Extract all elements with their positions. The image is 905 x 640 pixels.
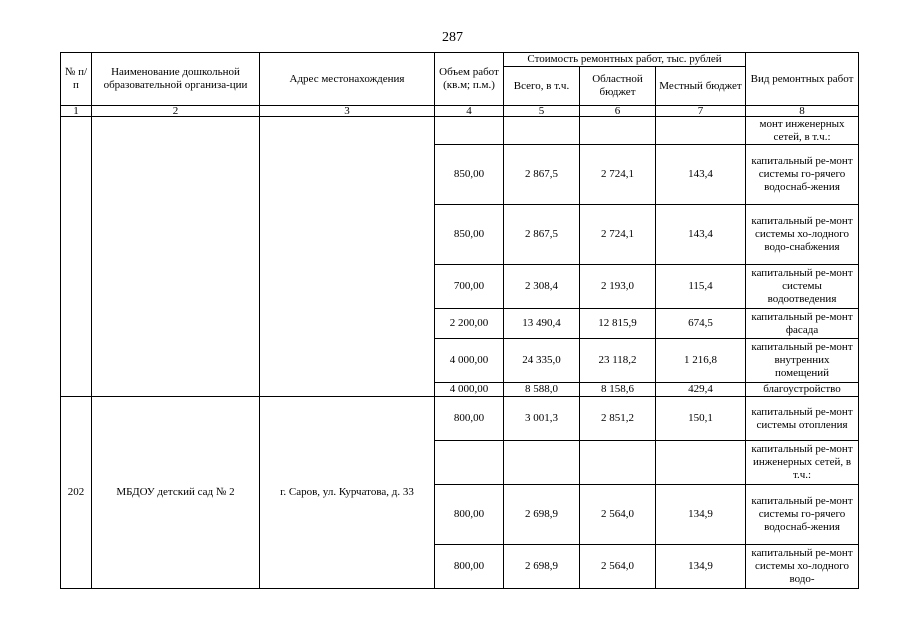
column-number: 5 xyxy=(504,106,580,117)
regional-cell: 2 564,0 xyxy=(580,545,656,589)
regional-cell xyxy=(580,441,656,485)
total-cell xyxy=(504,117,580,145)
regional-cell: 2 193,0 xyxy=(580,265,656,309)
volume-cell xyxy=(435,117,504,145)
local-cell: 674,5 xyxy=(656,309,746,339)
regional-cell: 8 158,6 xyxy=(580,383,656,397)
volume-cell: 4 000,00 xyxy=(435,383,504,397)
work-type-cell: монт инженерных сетей, в т.ч.: xyxy=(746,117,859,145)
header-work-type: Вид ремонтных работ xyxy=(746,53,859,106)
repair-works-table xyxy=(60,52,859,589)
work-type-cell: капитальный ре-монт системы хо-лодного водо-снабжения xyxy=(746,205,859,265)
regional-cell xyxy=(580,117,656,145)
total-cell: 2 867,5 xyxy=(504,145,580,205)
regional-cell: 2 564,0 xyxy=(580,485,656,545)
header-address: Адрес местонахождения xyxy=(260,53,435,106)
column-number: 4 xyxy=(435,106,504,117)
total-cell: 2 698,9 xyxy=(504,485,580,545)
organization-name: МБДОУ детский сад № 2 xyxy=(92,397,260,589)
row-number: 202 xyxy=(61,397,92,589)
header-name: Наименование дошкольной образовательной организа-ции xyxy=(92,53,260,106)
local-cell: 115,4 xyxy=(656,265,746,309)
regional-cell: 23 118,2 xyxy=(580,339,656,383)
total-cell: 13 490,4 xyxy=(504,309,580,339)
organization-name xyxy=(92,117,260,397)
column-number: 7 xyxy=(656,106,746,117)
work-type-cell: благоустройство xyxy=(746,383,859,397)
column-numbers-row xyxy=(61,106,859,117)
column-number: 1 xyxy=(61,106,92,117)
local-cell: 150,1 xyxy=(656,397,746,441)
table-row xyxy=(61,117,859,145)
regional-cell: 12 815,9 xyxy=(580,309,656,339)
header-volume: Объем работ (кв.м; п.м.) xyxy=(435,53,504,106)
volume-cell: 700,00 xyxy=(435,265,504,309)
volume-cell: 2 200,00 xyxy=(435,309,504,339)
column-number: 6 xyxy=(580,106,656,117)
header-total: Всего, в т.ч. xyxy=(504,67,580,106)
volume-cell xyxy=(435,441,504,485)
column-number: 8 xyxy=(746,106,859,117)
local-cell: 134,9 xyxy=(656,545,746,589)
work-type-cell: капитальный ре-монт системы го-рячего водоснаб-жения xyxy=(746,145,859,205)
volume-cell: 4 000,00 xyxy=(435,339,504,383)
work-type-cell: капитальный ре-монт системы отопления xyxy=(746,397,859,441)
total-cell: 2 867,5 xyxy=(504,205,580,265)
volume-cell: 800,00 xyxy=(435,397,504,441)
local-cell: 143,4 xyxy=(656,145,746,205)
table-row xyxy=(61,397,859,441)
regional-cell: 2 724,1 xyxy=(580,205,656,265)
work-type-cell: капитальный ре-монт системы водоотведения xyxy=(746,265,859,309)
work-type-cell: капитальный ре-монт инженерных сетей, в т.ч.: xyxy=(746,441,859,485)
row-number xyxy=(61,117,92,397)
column-number: 3 xyxy=(260,106,435,117)
header-local: Местный бюджет xyxy=(656,67,746,106)
work-type-cell: капитальный ре-монт фасада xyxy=(746,309,859,339)
work-type-cell: капитальный ре-монт внутренних помещений xyxy=(746,339,859,383)
total-cell: 2 698,9 xyxy=(504,545,580,589)
organization-address xyxy=(260,117,435,397)
local-cell xyxy=(656,441,746,485)
local-cell: 143,4 xyxy=(656,205,746,265)
header-num: № п/п xyxy=(61,53,92,106)
page-number: 287 xyxy=(442,30,463,45)
volume-cell: 850,00 xyxy=(435,205,504,265)
local-cell: 1 216,8 xyxy=(656,339,746,383)
local-cell: 429,4 xyxy=(656,383,746,397)
total-cell: 3 001,3 xyxy=(504,397,580,441)
local-cell xyxy=(656,117,746,145)
header-regional: Областной бюджет xyxy=(580,67,656,106)
volume-cell: 850,00 xyxy=(435,145,504,205)
total-cell: 24 335,0 xyxy=(504,339,580,383)
organization-address: г. Саров, ул. Курчатова, д. 33 xyxy=(260,397,435,589)
total-cell: 8 588,0 xyxy=(504,383,580,397)
volume-cell: 800,00 xyxy=(435,545,504,589)
header-cost-group: Стоимость ремонтных работ, тыс. рублей xyxy=(504,53,746,67)
regional-cell: 2 724,1 xyxy=(580,145,656,205)
total-cell: 2 308,4 xyxy=(504,265,580,309)
local-cell: 134,9 xyxy=(656,485,746,545)
regional-cell: 2 851,2 xyxy=(580,397,656,441)
total-cell xyxy=(504,441,580,485)
work-type-cell: капитальный ре-монт системы хо-лодного водо- xyxy=(746,545,859,589)
column-number: 2 xyxy=(92,106,260,117)
work-type-cell: капитальный ре-монт системы го-рячего водоснаб-жения xyxy=(746,485,859,545)
volume-cell: 800,00 xyxy=(435,485,504,545)
